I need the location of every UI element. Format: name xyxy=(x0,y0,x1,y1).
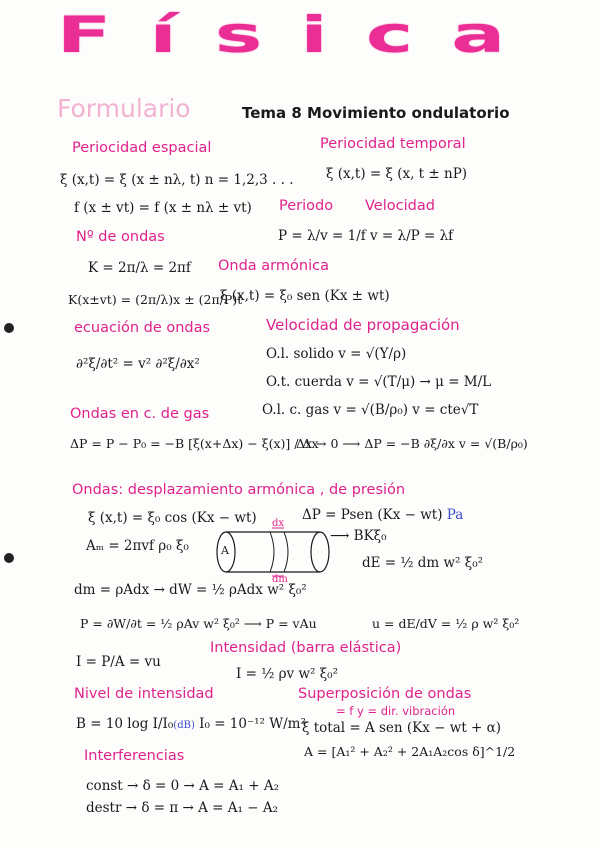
binder-hole-bottom xyxy=(4,553,14,563)
pascal-unit: Pa xyxy=(446,507,464,523)
heading-ondas-gas: Ondas en c. de gas xyxy=(70,406,210,422)
heading-numero-ondas: Nº de ondas xyxy=(76,229,165,245)
heading-velocidad-propagacion: Velocidad de propagación xyxy=(266,316,460,334)
heading-onda-armonica: Onda armónica xyxy=(218,258,329,274)
heading-superposicion: Superposición de ondas xyxy=(298,686,472,702)
eq-nivel-ref: I₀ = 10⁻¹² W/m² xyxy=(199,716,306,732)
eq-bkxi: ⟶ BKξ₀ xyxy=(330,528,387,544)
eq-de: dE = ½ dm w² ξ₀² xyxy=(362,555,484,571)
heading-interferencias: Interferencias xyxy=(84,748,185,764)
label-dx: dx xyxy=(272,518,285,529)
label-dm: dm xyxy=(272,574,288,585)
eq-velocidad: v = λ/P = λf xyxy=(370,228,454,244)
eq-intensidad-2: I = ½ ρv w² ξ₀² xyxy=(236,666,338,682)
eq-vel-cuerda: O.t. cuerda v = √(T/μ) → μ = M/L xyxy=(266,374,492,390)
eq-interferencia-const: const → δ = 0 → A = A₁ + A₂ xyxy=(86,778,279,794)
eq-periodicidad-espacial-1: ξ (x,t) = ξ (x ± nλ, t) n = 1,2,3 . . . xyxy=(60,172,294,188)
eq-periodicidad-espacial-2: f (x ± vt) = f (x ± nλ ± vt) xyxy=(74,200,252,216)
heading-velocidad: Velocidad xyxy=(365,198,435,214)
subtitle: Formulario xyxy=(57,94,191,123)
eq-superposicion-1: ξ total = A sen (Kx − wt + α) xyxy=(302,720,502,736)
topic-title: Tema 8 Movimiento ondulatorio xyxy=(242,104,510,122)
heading-periodicidad-espacial: Periocidad espacial xyxy=(72,140,212,156)
eq-interferencia-destr: destr → δ = π → A = A₁ − A₂ xyxy=(86,800,278,816)
eq-vel-solido: O.l. solido v = √(Y/ρ) xyxy=(266,346,407,362)
eq-amplitud-presion: Aₘ = 2πvf ρ₀ ξ₀ xyxy=(86,538,189,554)
eq-ecuacion-ondas: ∂²ξ/∂t² = v² ∂²ξ/∂x² xyxy=(76,356,200,372)
eq-numero-ondas-1: K = 2π/λ = 2πf xyxy=(88,260,191,276)
eq-desplazamiento-1: ξ (x,t) = ξ₀ cos (Kx − wt) xyxy=(88,510,257,526)
eq-ondas-gas-1: ΔP = P − P₀ = −B [ξ(x+Δx) − ξ(x)] / Δx xyxy=(70,436,319,451)
binder-hole-top xyxy=(4,323,14,333)
heading-periodicidad-temporal: Periocidad temporal xyxy=(320,136,466,152)
page-title: Física xyxy=(56,6,544,64)
heading-intensidad: Intensidad (barra elástica) xyxy=(210,640,402,656)
eq-superposicion-2: A = [A₁² + A₂² + 2A₁A₂cos δ]^1/2 xyxy=(304,744,516,759)
eq-densidad-energia: u = dE/dV = ½ ρ w² ξ₀² xyxy=(372,616,520,631)
heading-nivel-intensidad: Nivel de intensidad xyxy=(74,686,214,702)
eq-periodicidad-temporal: ξ (x,t) = ξ (x, t ± nP) xyxy=(326,166,468,182)
eq-numero-ondas-2: K(x±vt) = (2π/λ)x ± (2π/P)t xyxy=(68,292,243,307)
eq-nivel-text: B = 10 log I/I₀ xyxy=(76,716,174,732)
heading-periodo: Periodo xyxy=(279,198,334,214)
eq-presion-text: ΔP = Psen (Kx − wt) xyxy=(302,507,443,523)
eq-intensidad-1: I = P/A = vu xyxy=(76,654,161,670)
label-area: A xyxy=(221,544,229,557)
eq-potencia: P = ∂W/∂t = ½ ρAv w² ξ₀² ⟶ P = vAu xyxy=(80,616,317,631)
decibel-unit: (dB) xyxy=(173,720,195,731)
eq-ondas-gas-2: Δx → 0 ⟶ ΔP = −B ∂ξ/∂x v = √(B/ρ₀) xyxy=(296,436,528,451)
heading-ecuacion-ondas: ecuación de ondas xyxy=(74,320,211,336)
eq-periodo: P = λ/v = 1/f xyxy=(278,228,366,244)
heading-desplazamiento: Ondas: desplazamiento armónica , de presión xyxy=(72,482,406,498)
eq-onda-armonica: ξ (x,t) = ξ₀ sen (Kx ± wt) xyxy=(220,288,390,304)
eq-dm-dw: dm = ρAdx → dW = ½ ρAdx w² ξ₀² xyxy=(74,582,307,598)
eq-nivel xyxy=(76,716,306,732)
eq-vel-gas: O.l. c. gas v = √(B/ρ₀) v = cte√T xyxy=(262,402,479,418)
note-superposicion: = f y = dir. vibración xyxy=(336,704,456,718)
